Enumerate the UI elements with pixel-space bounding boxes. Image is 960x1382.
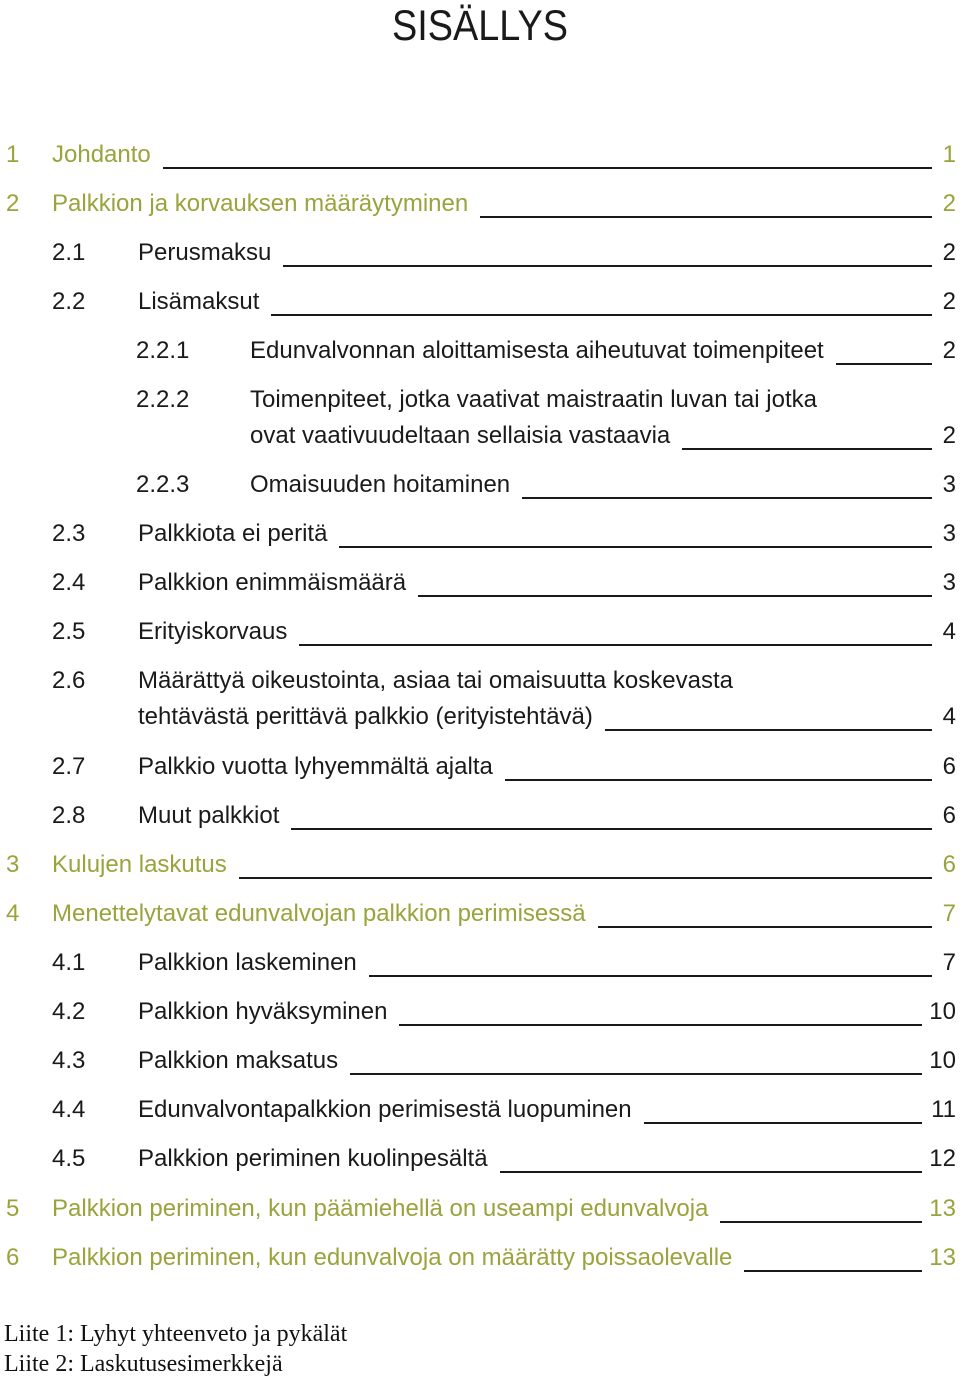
toc-entry[interactable] [0, 467, 960, 507]
toc-leader-line [682, 448, 932, 450]
toc-leader-line [163, 167, 932, 169]
toc-entry-label: Perusmaksu [138, 239, 272, 266]
toc-entry-page: 13 [929, 1244, 956, 1271]
toc-entry-page: 12 [929, 1145, 956, 1172]
toc-leader-line [505, 779, 932, 781]
toc-leader-line [291, 828, 932, 830]
toc-entry-number: 2.5 [52, 618, 86, 645]
toc-leader-line [350, 1073, 922, 1075]
toc-entry-number: 2.3 [52, 520, 86, 547]
toc-entry-label: Palkkio vuotta lyhyemmältä ajalta [138, 753, 493, 780]
toc-entry-number: 4.4 [52, 1096, 86, 1123]
toc-entry[interactable] [0, 1191, 960, 1231]
toc-leader-line [418, 595, 932, 597]
toc-entry-label: Edunvalvontapalkkion perimisestä luopuminen [138, 1096, 632, 1123]
toc-entry[interactable] [0, 798, 960, 838]
toc-leader-line [744, 1270, 922, 1272]
toc-entry-number: 2.7 [52, 753, 86, 780]
toc-leader-line [283, 265, 932, 267]
toc-entry[interactable] [0, 614, 960, 654]
toc-entry-number: 2.8 [52, 802, 86, 829]
toc-entry-number: 2.4 [52, 569, 86, 596]
toc-entry-page: 7 [942, 949, 956, 976]
toc-entry-page: 3 [942, 569, 956, 596]
page-title: SISÄLLYS [392, 2, 568, 50]
toc-entry-label: Omaisuuden hoitaminen [250, 471, 511, 498]
toc-entry[interactable] [0, 1092, 960, 1132]
toc-entry[interactable] [0, 516, 960, 556]
toc-entry-number: 2.6 [52, 667, 86, 694]
toc-entry-page: 10 [929, 1047, 956, 1074]
toc-entry[interactable] [0, 896, 960, 936]
toc-leader-line [500, 1171, 922, 1173]
toc-entry-label: Kulujen laskutus [52, 851, 227, 878]
toc-leader-line [836, 363, 932, 365]
toc-entry-label-cont: tehtävästä perittävä palkkio (erityistehtävä) [138, 703, 593, 730]
toc-entry-page: 11 [931, 1096, 956, 1123]
toc-entry[interactable] [0, 186, 960, 226]
toc-entry-label: Palkkion periminen, kun edunvalvoja on määrätty poissaolevalle [52, 1244, 733, 1271]
toc-entry-number: 4.2 [52, 998, 86, 1025]
toc-leader-line [522, 497, 932, 499]
toc-entry-number: 1 [6, 141, 20, 168]
toc-entry-page: 2 [942, 288, 956, 315]
toc-entry-page: 2 [942, 422, 956, 449]
toc-entry-page: 3 [942, 520, 956, 547]
toc-entry-label: Erityiskorvaus [138, 618, 288, 645]
toc-leader-line [369, 975, 932, 977]
appendix-item: Liite 1: Lyhyt yhteenveto ja pykälät [4, 1321, 348, 1347]
toc-entry-page: 2 [942, 190, 956, 217]
toc-leader-line [239, 877, 932, 879]
toc-entry-page: 3 [942, 471, 956, 498]
toc-entry-page: 6 [942, 851, 956, 878]
toc-entry-label-cont: ovat vaativuudeltaan sellaisia vastaavia [250, 422, 671, 449]
toc-entry-number: 4.3 [52, 1047, 86, 1074]
toc-entry-number: 6 [6, 1244, 20, 1271]
toc-entry-label: Palkkion enimmäismäärä [138, 569, 407, 596]
toc-leader-line [271, 314, 932, 316]
toc-leader-line [299, 644, 932, 646]
toc-entry-number: 2.2 [52, 288, 86, 315]
toc-entry-label: Palkkion hyväksyminen [138, 998, 388, 1025]
toc-entry-page: 7 [942, 900, 956, 927]
toc-entry-label: Palkkiota ei peritä [138, 520, 328, 547]
toc-entry-number: 2.2.3 [136, 471, 190, 498]
toc-entry-label: Edunvalvonnan aloittamisesta aiheutuvat toimenpiteet [250, 337, 824, 364]
toc-entry-page: 1 [942, 141, 956, 168]
toc-entry[interactable] [0, 1141, 960, 1181]
appendix-item: Liite 2: Laskutusesimerkkejä [4, 1351, 283, 1377]
toc-entry-label: Palkkion periminen kuolinpesältä [138, 1145, 488, 1172]
toc-entry[interactable] [0, 1240, 960, 1280]
toc-leader-line [480, 216, 932, 218]
toc-leader-line [720, 1221, 922, 1223]
toc-leader-line [598, 926, 932, 928]
toc-entry-label: Palkkion ja korvauksen määräytyminen [52, 190, 469, 217]
toc-entry-page: 6 [942, 753, 956, 780]
toc-entry[interactable] [0, 663, 960, 730]
toc-entry-number: 3 [6, 851, 20, 878]
toc-entry-page: 4 [942, 618, 956, 645]
toc-entry-number: 2 [6, 190, 20, 217]
toc-entry-page: 10 [929, 998, 956, 1025]
toc-entry-page: 2 [942, 337, 956, 364]
toc-entry-number: 2.1 [52, 239, 86, 266]
toc-entry[interactable] [0, 1043, 960, 1083]
toc-leader-line [644, 1122, 922, 1124]
toc-entry-number: 4.5 [52, 1145, 86, 1172]
toc-entry-label: Palkkion laskeminen [138, 949, 357, 976]
toc-entry-label: Palkkion periminen, kun päämiehellä on useampi edunvalvoja [52, 1195, 709, 1222]
toc-entry[interactable] [0, 847, 960, 887]
toc-entry-page: 4 [942, 703, 956, 730]
toc-entry[interactable] [0, 333, 960, 373]
toc-entry[interactable] [0, 284, 960, 324]
toc-entry-label: Menettelytavat edunvalvojan palkkion perimisessä [52, 900, 586, 927]
toc-entry[interactable] [0, 565, 960, 605]
toc-entry[interactable] [0, 235, 960, 275]
toc-entry-label: Toimenpiteet, jotka vaativat maistraatin luvan tai jotka [250, 386, 817, 413]
toc-entry[interactable] [0, 382, 960, 449]
toc-entry-page: 13 [929, 1195, 956, 1222]
toc-entry[interactable] [0, 137, 960, 177]
toc-entry-label: Määrättyä oikeustointa, asiaa tai omaisuutta koskevasta [138, 667, 733, 694]
toc-leader-line [339, 546, 932, 548]
toc-entry-page: 6 [942, 802, 956, 829]
toc-entry-number: 4.1 [52, 949, 86, 976]
toc-entry-label: Lisämaksut [138, 288, 260, 315]
toc-entry-label: Palkkion maksatus [138, 1047, 339, 1074]
toc-entry-number: 5 [6, 1195, 20, 1222]
toc-entry-label: Johdanto [52, 141, 151, 168]
toc-entry-number: 4 [6, 900, 20, 927]
toc-entry[interactable] [0, 994, 960, 1034]
toc-entry[interactable] [0, 945, 960, 985]
toc-entry-number: 2.2.1 [136, 337, 190, 364]
toc-leader-line [399, 1024, 922, 1026]
toc-leader-line [605, 729, 932, 731]
toc-entry-page: 2 [942, 239, 956, 266]
toc-entry-number: 2.2.2 [136, 386, 190, 413]
toc-entry[interactable] [0, 749, 960, 789]
toc-entry-label: Muut palkkiot [138, 802, 280, 829]
